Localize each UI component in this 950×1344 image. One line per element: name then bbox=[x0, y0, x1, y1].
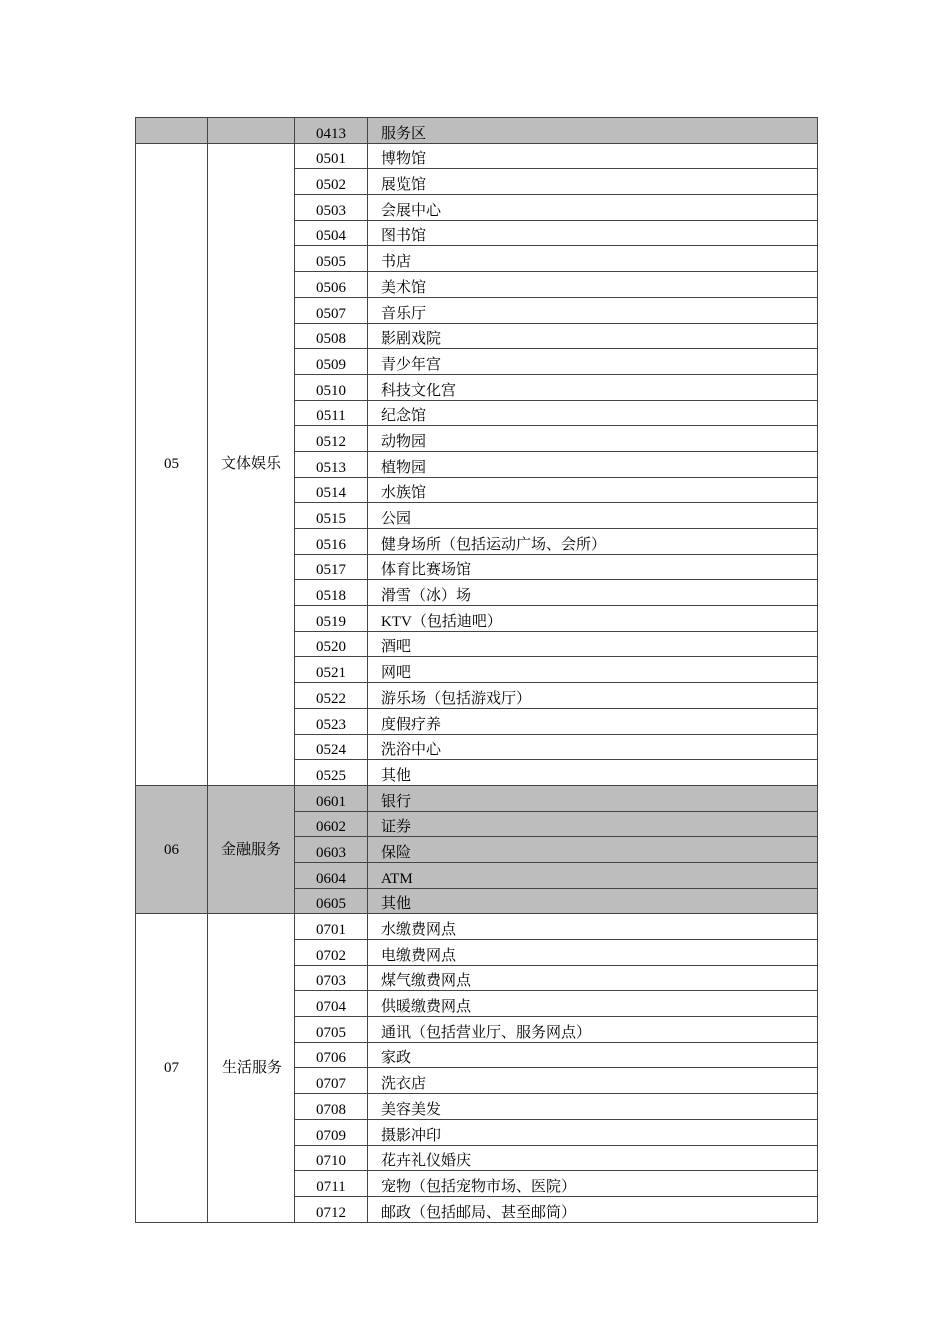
item-code-cell: 0514 bbox=[295, 477, 368, 503]
item-code-cell: 0516 bbox=[295, 529, 368, 555]
item-name-cell: 滑雪（冰）场 bbox=[368, 580, 818, 606]
group-name-cell: 金融服务 bbox=[208, 785, 295, 913]
item-code-cell: 0503 bbox=[295, 195, 368, 221]
item-code-cell: 0701 bbox=[295, 914, 368, 940]
item-code-cell: 0709 bbox=[295, 1119, 368, 1145]
item-code-cell: 0604 bbox=[295, 862, 368, 888]
item-name-cell: 体育比赛场馆 bbox=[368, 554, 818, 580]
item-code-cell: 0521 bbox=[295, 657, 368, 683]
item-name-cell: 度假疗养 bbox=[368, 708, 818, 734]
item-code-cell: 0603 bbox=[295, 837, 368, 863]
item-name-cell: 通讯（包括营业厅、服务网点） bbox=[368, 1017, 818, 1043]
item-name-cell: 游乐场（包括游戏厅） bbox=[368, 683, 818, 709]
item-code-cell: 0522 bbox=[295, 683, 368, 709]
item-code-cell: 0413 bbox=[295, 118, 368, 144]
item-name-cell: 煤气缴费网点 bbox=[368, 965, 818, 991]
group-code-cell bbox=[136, 118, 208, 144]
group-name-cell: 文体娱乐 bbox=[208, 143, 295, 785]
item-name-cell: 宠物（包括宠物市场、医院） bbox=[368, 1171, 818, 1197]
item-name-cell: 网吧 bbox=[368, 657, 818, 683]
item-name-cell: 健身场所（包括运动广场、会所） bbox=[368, 529, 818, 555]
item-code-cell: 0519 bbox=[295, 606, 368, 632]
item-code-cell: 0602 bbox=[295, 811, 368, 837]
item-name-cell: 动物园 bbox=[368, 426, 818, 452]
table-row bbox=[136, 914, 818, 940]
table-row bbox=[136, 785, 818, 811]
item-name-cell: 洗衣店 bbox=[368, 1068, 818, 1094]
item-code-cell: 0704 bbox=[295, 991, 368, 1017]
item-code-cell: 0512 bbox=[295, 426, 368, 452]
item-name-cell: 美容美发 bbox=[368, 1094, 818, 1120]
item-name-cell: 水族馆 bbox=[368, 477, 818, 503]
item-name-cell: 图书馆 bbox=[368, 220, 818, 246]
item-code-cell: 0509 bbox=[295, 349, 368, 375]
item-code-cell: 0506 bbox=[295, 272, 368, 298]
item-name-cell: 供暖缴费网点 bbox=[368, 991, 818, 1017]
item-name-cell: 植物园 bbox=[368, 451, 818, 477]
item-name-cell: 水缴费网点 bbox=[368, 914, 818, 940]
group-code-cell: 07 bbox=[136, 914, 208, 1222]
item-name-cell: 其他 bbox=[368, 888, 818, 914]
item-name-cell: 科技文化宫 bbox=[368, 374, 818, 400]
item-name-cell: 音乐厅 bbox=[368, 297, 818, 323]
item-name-cell: 青少年宫 bbox=[368, 349, 818, 375]
item-code-cell: 0510 bbox=[295, 374, 368, 400]
item-code-cell: 0505 bbox=[295, 246, 368, 272]
item-code-cell: 0702 bbox=[295, 940, 368, 966]
item-name-cell: 电缴费网点 bbox=[368, 940, 818, 966]
group-code-cell: 06 bbox=[136, 785, 208, 913]
item-code-cell: 0502 bbox=[295, 169, 368, 195]
table-row bbox=[136, 143, 818, 169]
item-code-cell: 0504 bbox=[295, 220, 368, 246]
item-code-cell: 0525 bbox=[295, 760, 368, 786]
item-name-cell: 会展中心 bbox=[368, 195, 818, 221]
table-row bbox=[136, 118, 818, 144]
category-table bbox=[135, 117, 818, 1223]
item-name-cell: 博物馆 bbox=[368, 143, 818, 169]
item-name-cell: 保险 bbox=[368, 837, 818, 863]
item-name-cell: 邮政（包括邮局、甚至邮筒） bbox=[368, 1196, 818, 1222]
item-code-cell: 0703 bbox=[295, 965, 368, 991]
item-code-cell: 0707 bbox=[295, 1068, 368, 1094]
item-code-cell: 0517 bbox=[295, 554, 368, 580]
item-name-cell: 其他 bbox=[368, 760, 818, 786]
item-name-cell: 影剧戏院 bbox=[368, 323, 818, 349]
item-name-cell: 摄影冲印 bbox=[368, 1119, 818, 1145]
item-name-cell: 公园 bbox=[368, 503, 818, 529]
item-code-cell: 0511 bbox=[295, 400, 368, 426]
item-code-cell: 0523 bbox=[295, 708, 368, 734]
item-code-cell: 0712 bbox=[295, 1196, 368, 1222]
item-name-cell: 银行 bbox=[368, 785, 818, 811]
item-name-cell: 美术馆 bbox=[368, 272, 818, 298]
item-name-cell: 花卉礼仪婚庆 bbox=[368, 1145, 818, 1171]
item-name-cell: 服务区 bbox=[368, 118, 818, 144]
group-name-cell bbox=[208, 118, 295, 144]
item-name-cell: 家政 bbox=[368, 1042, 818, 1068]
item-code-cell: 0520 bbox=[295, 631, 368, 657]
category-table-body bbox=[136, 118, 818, 1223]
item-code-cell: 0705 bbox=[295, 1017, 368, 1043]
item-code-cell: 0508 bbox=[295, 323, 368, 349]
item-code-cell: 0710 bbox=[295, 1145, 368, 1171]
item-code-cell: 0518 bbox=[295, 580, 368, 606]
item-code-cell: 0515 bbox=[295, 503, 368, 529]
item-code-cell: 0524 bbox=[295, 734, 368, 760]
item-code-cell: 0513 bbox=[295, 451, 368, 477]
item-code-cell: 0711 bbox=[295, 1171, 368, 1197]
item-code-cell: 0501 bbox=[295, 143, 368, 169]
group-code-cell: 05 bbox=[136, 143, 208, 785]
item-code-cell: 0708 bbox=[295, 1094, 368, 1120]
item-name-cell: 洗浴中心 bbox=[368, 734, 818, 760]
item-name-cell: KTV（包括迪吧） bbox=[368, 606, 818, 632]
item-name-cell: 纪念馆 bbox=[368, 400, 818, 426]
item-code-cell: 0605 bbox=[295, 888, 368, 914]
group-name-cell: 生活服务 bbox=[208, 914, 295, 1222]
item-name-cell: 证券 bbox=[368, 811, 818, 837]
item-code-cell: 0601 bbox=[295, 785, 368, 811]
item-code-cell: 0507 bbox=[295, 297, 368, 323]
item-name-cell: 展览馆 bbox=[368, 169, 818, 195]
item-code-cell: 0706 bbox=[295, 1042, 368, 1068]
item-name-cell: ATM bbox=[368, 862, 818, 888]
item-name-cell: 酒吧 bbox=[368, 631, 818, 657]
item-name-cell: 书店 bbox=[368, 246, 818, 272]
